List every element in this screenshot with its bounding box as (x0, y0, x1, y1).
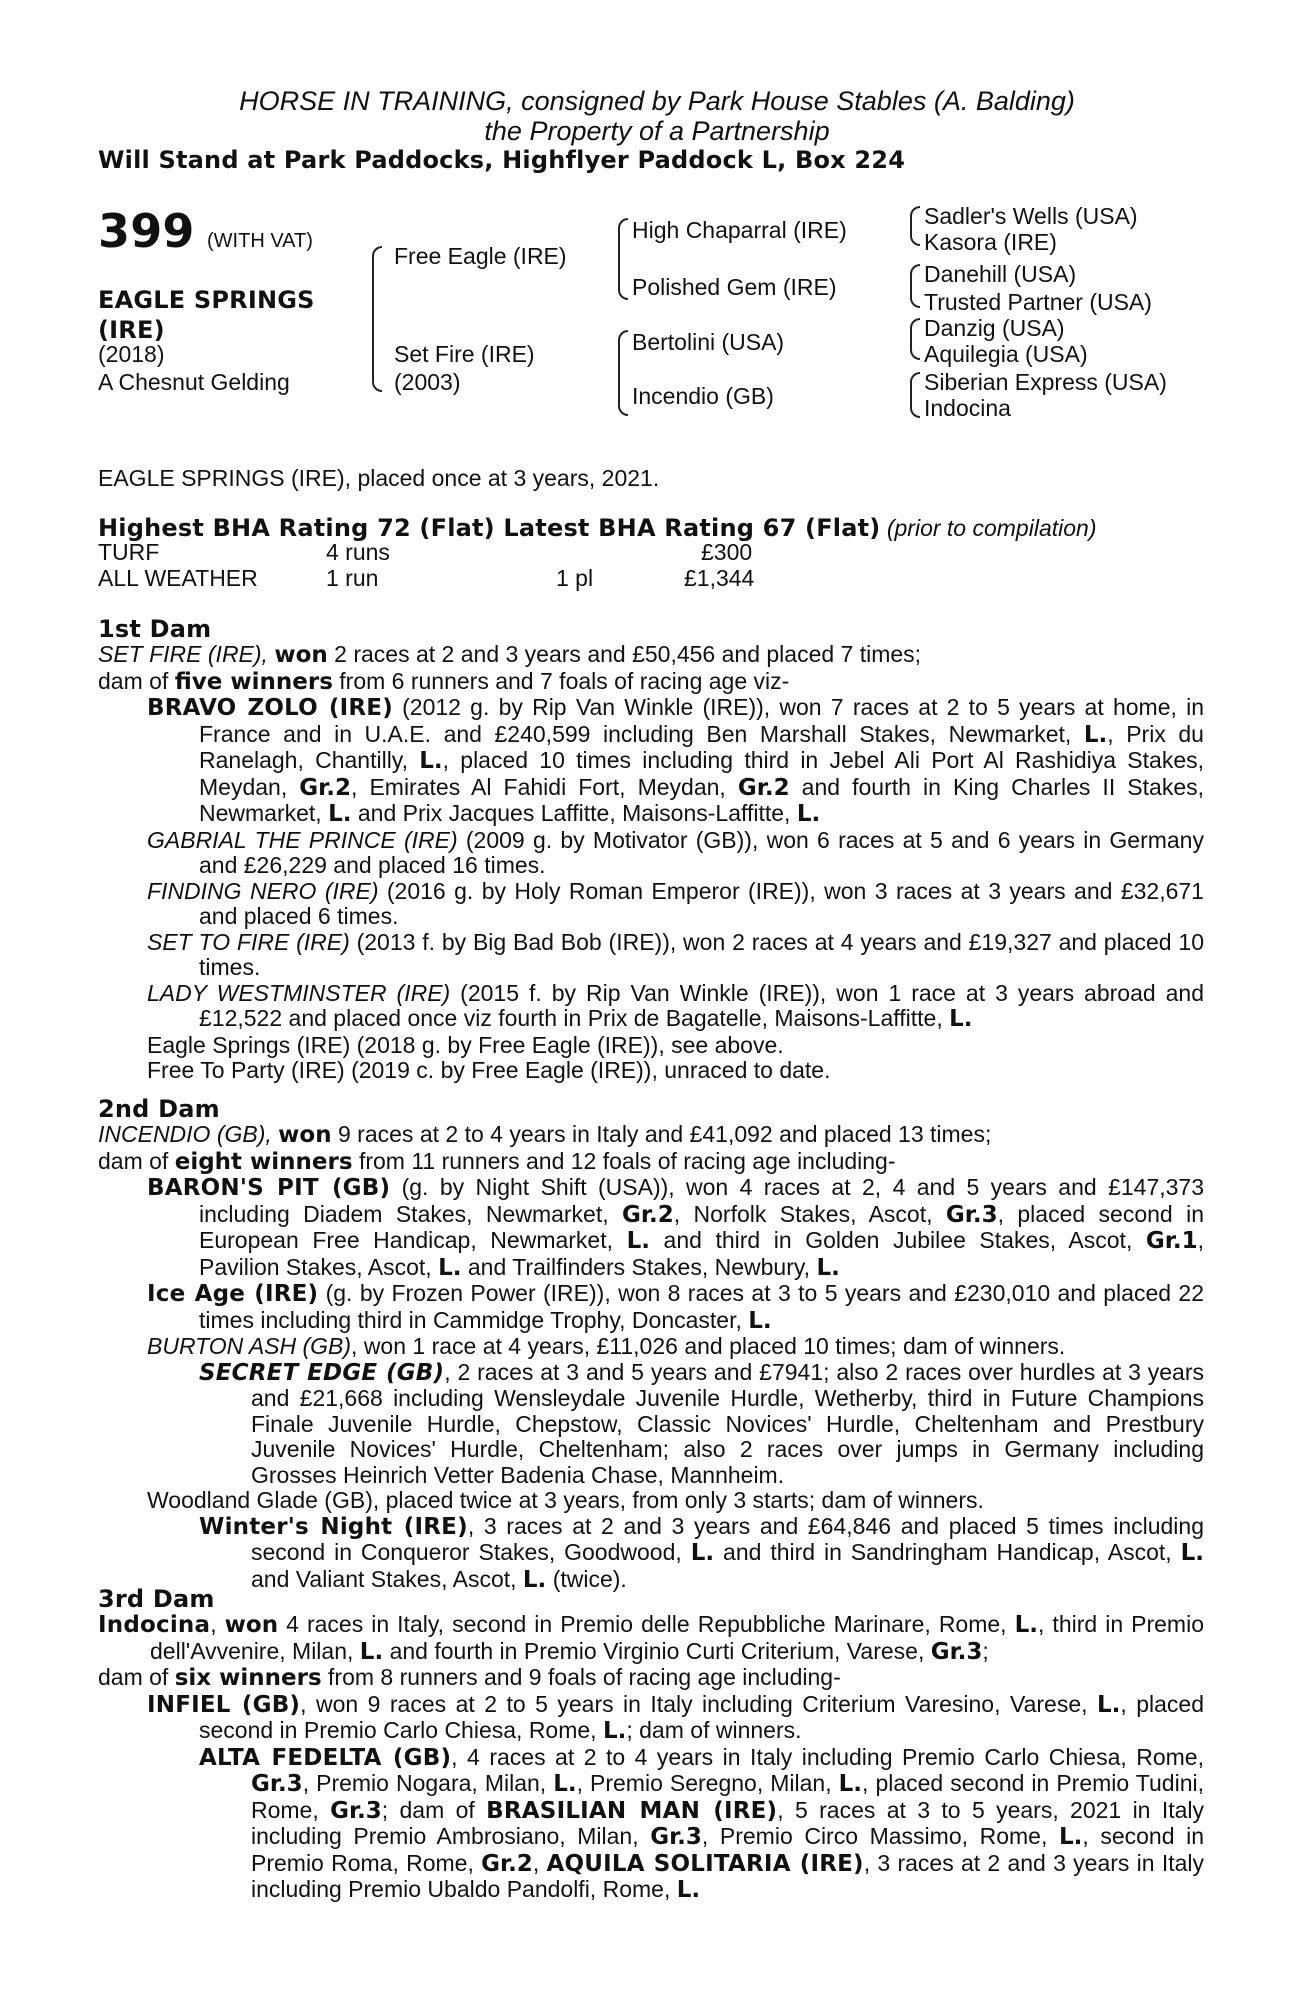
progeny-name: BURTON ASH (GB) (147, 1333, 352, 1359)
listed-tag: L. (1014, 1612, 1038, 1638)
progeny-name: GABRIAL THE PRINCE (IRE) (147, 826, 458, 853)
progeny-name: SET TO FIRE (IRE) (147, 928, 350, 955)
progeny-name: AQUILA SOLITARIA (IRE) (546, 1850, 864, 1877)
listed-tag: L. (690, 1540, 715, 1566)
progeny-entry: Free To Party (IRE) (2019 c. by Free Eagle (IRE)), unraced to date. (147, 1057, 831, 1083)
rating-text: Highest BHA Rating 72 (Flat) Latest BHA Rating 67 (Flat) (98, 514, 881, 542)
won-label: won (274, 642, 328, 668)
progeny-text: , second in Premio Roma, Rome, (251, 1823, 1204, 1876)
progeny-entry (98, 828, 1204, 879)
horse-year: (2018) (98, 341, 165, 367)
progeny-entry (98, 1692, 1204, 1745)
horse-description: A Chesnut Gelding (98, 369, 290, 395)
group-tag: Gr.3 (330, 1797, 382, 1824)
dam-name: INCENDIO (GB), (98, 1121, 279, 1147)
intro-text: from 6 runners and 7 foals of racing age viz- (332, 667, 790, 694)
pedigree-g3: Danehill (USA) (924, 261, 1077, 287)
progeny-text: and third in Sandringham Handicap, Ascot, (714, 1539, 1181, 1565)
pedigree-brace-g4 (910, 372, 920, 418)
progeny-text: ; dam of (381, 1796, 487, 1823)
progeny-text: (2013 f. by Big Bad Bob (IRE)), won 2 races at 4 years and £19,327 and placed 10 times. (199, 928, 1204, 980)
progeny-text: and third in Golden Jubilee Stakes, Ascot, (649, 1227, 1146, 1253)
dam-name: Indocina (98, 1612, 211, 1638)
progeny-entry (98, 930, 1204, 981)
third-dam-heading: 3rd Dam (98, 1585, 215, 1613)
horse-name-country: (IRE) (98, 316, 165, 344)
pedigree-brace-dam (618, 330, 628, 416)
progeny-name: LADY WESTMINSTER (IRE) (147, 979, 451, 1006)
progeny-text: , Prix du Ranelagh, Chantilly, (199, 720, 1204, 773)
progeny-entry (98, 981, 1204, 1033)
intro-text: , (210, 1611, 225, 1637)
group-tag: Gr.2 (481, 1850, 533, 1877)
intro-text: from 8 runners and 9 foals of racing age including- (321, 1664, 841, 1690)
listed-tag: L. (838, 1771, 863, 1797)
listed-tag: L. (1096, 1691, 1121, 1718)
progeny-name: ALTA FEDELTA (GB) (199, 1744, 452, 1771)
first-dam-intro (98, 642, 1204, 669)
group-tag: Gr.3 (650, 1824, 702, 1850)
third-dam-section (98, 1586, 1204, 1904)
record-runs: 4 runs (326, 539, 390, 565)
progeny-text: and Valiant Stakes, Ascot, (251, 1565, 523, 1592)
listed-tag: L. (419, 748, 443, 774)
progeny-name: SECRET EDGE (GB) (199, 1359, 445, 1386)
progeny-text: , 3 races at 2 and 3 years and £64,846 and placed 5 times including second in Conqueror Stakes, Goodwood, (251, 1512, 1204, 1565)
listed-tag: L. (602, 1718, 627, 1744)
progeny-text: (2016 g. by Holy Roman Emperor (IRE)), won 3 races at 3 years and £32,671 and placed 6 times. (199, 877, 1204, 929)
dam-name: SET FIRE (IRE), (98, 641, 275, 667)
grand-progeny-entry (98, 1514, 1204, 1594)
listed-tag: L. (676, 1877, 701, 1903)
header-property: the Property of a Partnership (484, 116, 830, 146)
progeny-text: (2015 f. by Rip Van Winkle (IRE)), won 1 race at 3 years abroad and £12,522 and placed once viz fourth in Prix de Bagatelle, Maisons-Laffitte, (199, 979, 1204, 1031)
pedigree-g1: Sadler's Wells (USA) (924, 203, 1138, 229)
progeny-text: , placed 10 times including third in Jebel Ali Port Al Rashidiya Stakes, Meydan, (199, 747, 1204, 800)
progeny-name: BRASILIAN MAN (IRE) (486, 1797, 778, 1824)
group-tag: Gr.3 (945, 1201, 998, 1228)
pedigree-brace-g2 (910, 264, 920, 308)
third-dam-produce (98, 1665, 1204, 1692)
progeny-name: INFIEL (GB) (147, 1691, 301, 1718)
progeny-entry (98, 1334, 1204, 1360)
progeny-text: , 4 races at 2 to 4 years in Italy including Premio Carlo Chiesa, Rome, (451, 1743, 1204, 1770)
pedigree-brace-sire (618, 218, 628, 300)
rating-note: (prior to compilation) (886, 515, 1097, 541)
header-consignor: HORSE IN TRAINING, consigned by Park House Stables (A. Balding) (239, 86, 1075, 116)
second-dam-heading: 2nd Dam (98, 1095, 220, 1123)
progeny-entry: Woodland Glade (GB), placed twice at 3 years, from only 3 starts; dam of winners. (147, 1487, 984, 1513)
record-runs: 1 run (326, 565, 379, 591)
group-tag: Gr.3 (930, 1638, 983, 1665)
progeny-text: (twice). (546, 1565, 627, 1592)
group-tag: Gr.2 (299, 774, 351, 801)
progeny-text: , won 1 race at 4 years, £11,026 and placed 10 times; dam of winners. (351, 1333, 1066, 1359)
pedigree-sire-dam: Polished Gem (IRE) (632, 274, 837, 300)
progeny-name: FINDING NERO (IRE) (147, 877, 379, 904)
progeny-text: , Pavilion Stakes, Ascot, (199, 1227, 1204, 1280)
progeny-text: (2009 g. by Motivator (GB)), won 6 races at 5 and 6 years in Germany and £26,229 and placed 16 times. (199, 826, 1204, 878)
record-row (98, 540, 798, 566)
pedigree-g6: Aquilegia (USA) (924, 341, 1088, 367)
progeny-name: BARON'S PIT (GB) (147, 1175, 391, 1201)
listed-tag: L. (1083, 721, 1108, 748)
intro-text: ; (982, 1637, 989, 1664)
first-dam-produce (98, 669, 1204, 696)
pedigree-dam-sire: Bertolini (USA) (632, 329, 785, 355)
group-tag: Gr.2 (737, 774, 790, 801)
pedigree-g8: Indocina (924, 395, 1011, 421)
listed-tag: L. (553, 1771, 577, 1797)
pedigree-brace-g1 (910, 206, 920, 246)
listed-tag: L. (626, 1228, 650, 1254)
won-label: won (278, 1122, 332, 1148)
progeny-text: (2012 g. by Rip Van Winkle (IRE)), won 7 races at 2 to 5 years at home, in France and in U.A.E. and £240,599 including Ben Marshall Stakes, Newmarket, (199, 694, 1204, 747)
group-tag: Gr.2 (622, 1201, 674, 1228)
progeny-text: , placed second in Premio Carlo Chiesa, Rome, (199, 1690, 1204, 1743)
progeny-entry (98, 695, 1204, 828)
listed-tag: L. (1058, 1824, 1083, 1850)
first-dam-section (98, 616, 1204, 1084)
intro-text: 9 races at 2 to 4 years in Italy and £41,092 and placed 13 times; (331, 1121, 992, 1147)
rating-line (98, 516, 1096, 542)
grand-progeny-entry (98, 1360, 1204, 1489)
listed-tag: L. (748, 1307, 772, 1334)
group-tag: Gr.3 (251, 1771, 303, 1797)
listed-tag: L. (438, 1254, 462, 1281)
pedigree-dam-year: (2003) (394, 369, 461, 395)
grand-progeny-entry (98, 1745, 1204, 1904)
progeny-text: (g. by Night Shift (USA)), won 4 races at 2, 4 and 5 years and £147,373 including Diadem Stakes, Newmarket, (199, 1174, 1205, 1227)
pedigree-g7: Siberian Express (USA) (924, 369, 1167, 395)
intro-text: and fourth in Premio Virginio Curti Criterium, Varese, (383, 1637, 931, 1664)
second-dam-intro (98, 1122, 1204, 1149)
record-surface: TURF (98, 539, 160, 565)
winners-count: five winners (174, 668, 333, 695)
listed-tag: L. (949, 1006, 973, 1032)
intro-text: dam of (98, 667, 175, 694)
intro-text: from 11 runners and 12 foals of racing age including- (352, 1147, 896, 1174)
lot-number-block (98, 206, 313, 256)
progeny-text: , 5 races at 3 to 5 years, 2021 in Italy including Premio Ambrosiano, Milan, (251, 1796, 1205, 1849)
progeny-text: , Premio Seregno, Milan, (576, 1770, 839, 1796)
record-earnings: £300 (701, 539, 753, 565)
pedigree-sire: Free Eagle (IRE) (394, 243, 567, 269)
progeny-entry: Eagle Springs (IRE) (2018 g. by Free Eagle (IRE)), see above. (147, 1031, 784, 1058)
progeny-text: and fourth in King Charles II Stakes, Newmarket, (199, 773, 1204, 826)
listed-tag: L. (796, 801, 821, 827)
progeny-name: BRAVO ZOLO (IRE) (147, 695, 393, 721)
listed-tag: L. (1180, 1540, 1204, 1566)
record-earnings: £1,344 (684, 565, 755, 591)
progeny-text: ; dam of winners. (626, 1717, 802, 1743)
third-dam-intro (98, 1612, 1204, 1665)
pedigree-brace-main (372, 246, 382, 392)
progeny-name: Ice Age (IRE) (147, 1281, 319, 1307)
progeny-text: , Premio Circo Massimo, Rome, (701, 1823, 1059, 1849)
intro-text: , third in Premio dell'Avvenire, Milan, (150, 1611, 1204, 1664)
progeny-entry (98, 879, 1204, 930)
pedigree-dam: Set Fire (IRE) (394, 341, 535, 367)
progeny-text: , 2 races at 3 and 5 years and £7941; also 2 races over hurdles at 3 years and £21,668 including Wensleydale Juvenile Hurdle, Wetherby, third in Future Champions Finale Juvenile Hurdle, Chepstow, Classic Novices' Hurdle, Cheltenham and Prestbury Juvenile Novices' Hurdle, Cheltenham; also 2 races over jumps in Germany including Grosses Heinrich Vetter Badenia Chase, Mannheim. (251, 1358, 1204, 1488)
progeny-entry (98, 1281, 1204, 1334)
progeny-text: , Norfolk Stakes, Ascot, (673, 1200, 946, 1227)
pedigree-sire-sire: High Chaparral (IRE) (632, 217, 847, 243)
listed-tag: L. (328, 801, 352, 827)
pedigree-brace-g3 (910, 318, 920, 360)
listed-tag: L. (522, 1566, 547, 1593)
progeny-text: (g. by Frozen Power (IRE)), won 8 races at 3 to 5 years and £230,010 and placed 22 times including third in Cammidge Trophy, Doncaster, (199, 1280, 1204, 1333)
progeny-text: , (532, 1849, 547, 1876)
intro-text: 4 races in Italy, second in Premio delle Repubbliche Marinare, Rome, (278, 1611, 1015, 1637)
pedigree-dam-dam: Incendio (GB) (632, 383, 774, 409)
progeny-text: and Trailfinders Stakes, Newbury, (461, 1253, 817, 1280)
intro-text: 2 races at 2 and 3 years and £50,456 and placed 7 times; (327, 641, 922, 667)
record-surface: ALL WEATHER (98, 565, 258, 591)
group-tag: Gr.1 (1145, 1228, 1198, 1254)
second-dam-produce (98, 1149, 1204, 1176)
progeny-text: , Emirates Al Fahidi Fort, Meydan, (350, 773, 738, 800)
pedigree-g5: Danzig (USA) (924, 315, 1065, 341)
progeny-text: , Premio Nogara, Milan, (302, 1770, 554, 1796)
summary: EAGLE SPRINGS (IRE), placed once at 3 years, 2021. (98, 465, 660, 491)
progeny-text: and Prix Jacques Laffitte, Maisons-Laffitte, (351, 800, 797, 826)
progeny-name: Winter's Night (IRE) (199, 1513, 468, 1540)
first-dam-heading: 1st Dam (98, 615, 212, 643)
record-placed: 1 pl (556, 565, 594, 591)
vat-note: (WITH VAT) (207, 230, 313, 252)
header-stand: Will Stand at Park Paddocks, Highflyer Paddock L, Box 224 (98, 146, 906, 174)
progeny-text: , placed second in European Free Handicap, Newmarket, (199, 1200, 1205, 1253)
won-label: won (224, 1612, 279, 1638)
second-dam-section (98, 1096, 1204, 1593)
intro-text: dam of (98, 1147, 175, 1174)
horse-name: EAGLE SPRINGS (98, 286, 315, 314)
listed-tag: L. (359, 1638, 384, 1665)
record-row (98, 566, 798, 592)
winners-count: eight winners (174, 1148, 353, 1175)
progeny-text: , won 9 races at 2 to 5 years in Italy including Criterium Varesino, Varese, (300, 1690, 1097, 1717)
intro-text: dam of (98, 1664, 175, 1690)
lot-number: 399 (98, 204, 195, 258)
pedigree-g4: Trusted Partner (USA) (924, 289, 1152, 315)
progeny-text: , placed second in Premio Tudini, Rome, (251, 1770, 1204, 1823)
listed-tag: L. (816, 1254, 840, 1281)
progeny-text: , 3 races at 2 and 3 years in Italy including Premio Ubaldo Pandolfi, Rome, (251, 1849, 1204, 1902)
progeny-entry (98, 1175, 1204, 1281)
winners-count: six winners (174, 1665, 322, 1691)
pedigree-g2: Kasora (IRE) (924, 229, 1057, 255)
